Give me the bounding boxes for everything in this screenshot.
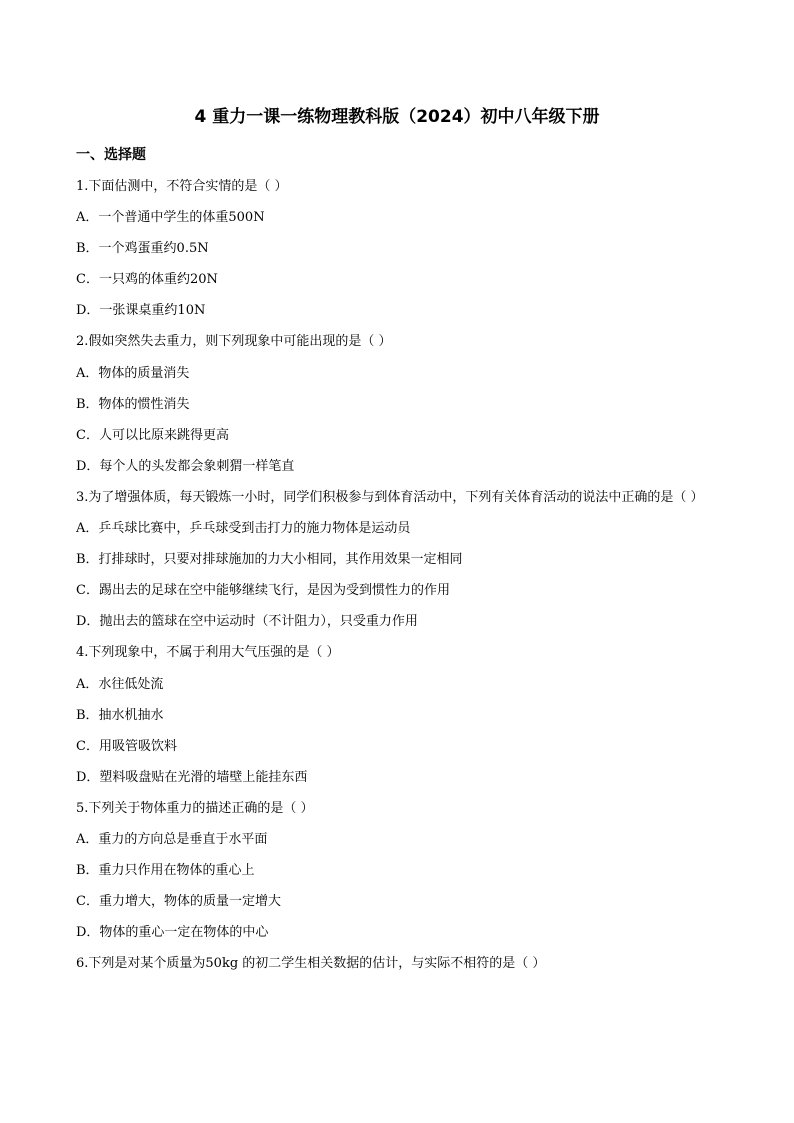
answer-option: A．乒乓球比赛中，乒乓球受到击打力的施力物体是运动员 — [76, 521, 411, 537]
answer-option: D．塑料吸盘贴在光滑的墙壁上能挂东西 — [76, 769, 308, 785]
question-stem: 3.为了增强体质，每天锻炼一小时，同学们积极参与到体育活动中，下列有关体育活动的说法中正确的是（ ） — [76, 489, 704, 505]
question-stem: 6.下列是对某个质量为50kg 的初二学生相关数据的估计，与实际不相符的是（ ） — [76, 956, 546, 972]
answer-option: C．用吸管吸饮料 — [76, 738, 177, 754]
answer-option: A．水往低处流 — [76, 676, 164, 692]
answer-option: B．重力只作用在物体的重心上 — [76, 863, 255, 879]
answer-option: A．重力的方向总是垂直于水平面 — [76, 831, 268, 847]
answer-option: B．打排球时，只要对排球施加的力大小相同，其作用效果一定相同 — [76, 552, 463, 568]
answer-option: D．一张课桌重约10N — [76, 303, 206, 319]
answer-option: A．物体的质量消失 — [76, 365, 190, 381]
question-stem: 1.下面估测中，不符合实情的是（ ） — [76, 179, 288, 194]
answer-option: D．每个人的头发都会象刺猬一样笔直 — [76, 458, 295, 474]
answer-option: D．物体的重心一定在物体的中心 — [76, 925, 269, 941]
answer-option: C．人可以比原来跳得更高 — [76, 427, 229, 443]
page-title: 4 重力一课一练物理教科版（2024）初中八年级下册 — [194, 107, 600, 127]
answer-option: C．踢出去的足球在空中能够继续飞行，是因为受到惯性力的作用 — [76, 583, 450, 599]
answer-option: B．抽水机抽水 — [76, 707, 164, 723]
question-stem: 5.下列关于物体重力的描述正确的是（ ） — [76, 800, 314, 816]
answer-option: B．一个鸡蛋重约0.5N — [76, 241, 209, 257]
answer-option: A．一个普通中学生的体重500N — [76, 210, 265, 226]
question-list — [76, 171, 722, 979]
answer-option: B．物体的惯性消失 — [76, 396, 190, 412]
answer-option: C．一只鸡的体重约20N — [76, 272, 218, 288]
question-stem: 2.假如突然失去重力，则下列现象中可能出现的是（ ） — [76, 334, 392, 350]
section-heading: 一、选择题 — [76, 147, 146, 163]
question-stem: 4.下列现象中，不属于利用大气压强的是（ ） — [76, 645, 340, 661]
answer-option: D．抛出去的篮球在空中运动时（不计阻力），只受重力作用 — [76, 614, 418, 630]
answer-option: C．重力增大，物体的质量一定增大 — [76, 894, 281, 910]
